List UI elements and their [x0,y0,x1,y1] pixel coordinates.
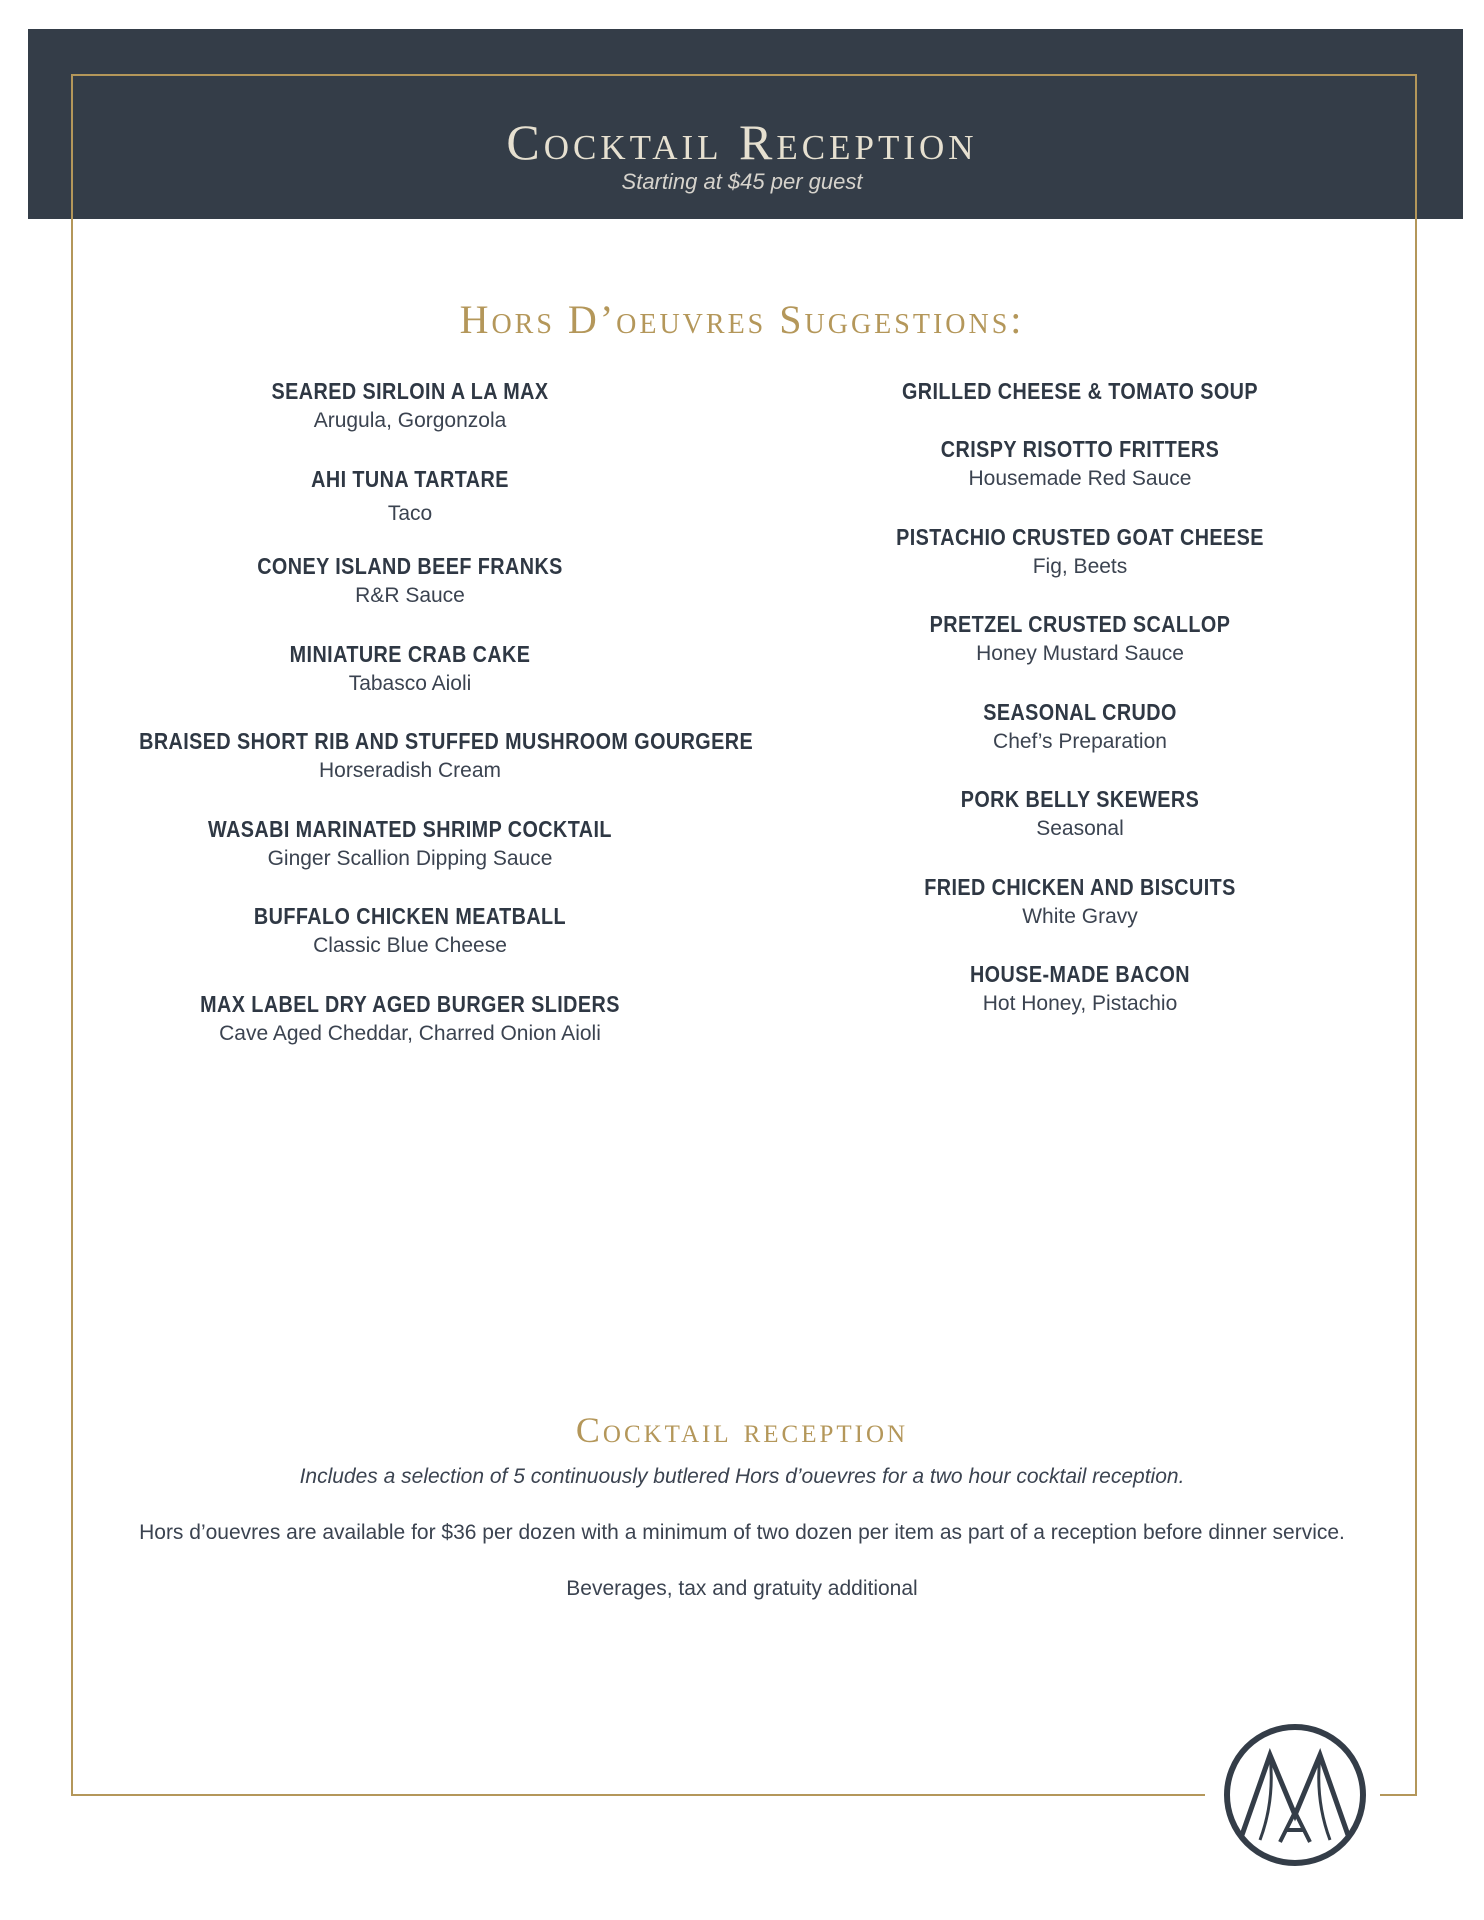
menu-item-desc: R&R Sauce [355,584,465,607]
menu-item-name: AHI TUNA TARTARE [311,465,509,492]
reception-additional-text: Beverages, tax and gratuity additional [566,1577,918,1600]
menu-item-desc: Hot Honey, Pistachio [982,992,1178,1015]
menu-item [760,434,1400,522]
menu-item-name: MAX LABEL DRY AGED BURGER SLIDERS [200,990,620,1017]
menu-item-desc: Taco [387,501,433,525]
menu-item-name: PISTACHIO CRUSTED GOAT CHEESE [896,523,1264,550]
menu-item-desc: Arugula, Gorgonzola [313,409,507,432]
menu-item-name: SEASONAL CRUDO [983,698,1177,725]
menu-item [760,959,1400,1047]
menu-item-desc: Seasonal [1036,817,1124,840]
menu-item-name: FRIED CHICKEN AND BISCUITS [924,873,1236,900]
menu-item-desc: Tabasco Aioli [348,671,472,695]
menu-item-desc: Horseradish Cream [318,759,502,782]
page-title: Cocktail Reception [506,114,978,170]
menu-item [760,376,1400,434]
menu-item-desc: Ginger Scallion Dipping Sauce [267,846,553,870]
monogram-logo-icon [1220,1720,1370,1870]
reception-pricing-text: Hors d’ouevres are available for $36 per dozen with a minimum of two dozen per item as part of a reception before dinner service. [139,1521,1345,1544]
menu-item-desc: Cave Aged Cheddar, Charred Onion Aioli [219,1021,601,1045]
menu-item [760,697,1400,785]
menu-item-desc: Chef’s Preparation [993,729,1167,753]
left-menu-column [95,376,754,1076]
menu-item-desc: Honey Mustard Sauce [976,642,1184,665]
menu-item-name: HOUSE-MADE BACON [969,961,1191,987]
menu-item [95,814,725,902]
reception-section-title: Cocktail reception [575,1410,909,1450]
right-menu-column [760,376,1400,1047]
menu-item-desc: Classic Blue Cheese [313,934,507,957]
menu-item [95,376,725,464]
reception-includes-text: Includes a selection of 5 continuously butlered Hors d’ouevres for a two hour cocktail reception. [299,1465,1185,1488]
menu-item-name: CRISPY RISOTTO FRITTERS [940,436,1220,462]
menu-item-name: CONEY ISLAND BEEF FRANKS [257,553,563,579]
menu-item [760,784,1400,872]
menu-item [95,901,725,989]
menu-item-name: WASABI MARINATED SHRIMP COCKTAIL [208,815,612,842]
menu-item [95,639,725,727]
menu-item-desc: Housemade Red Sauce [968,467,1192,490]
menu-item-name: PORK BELLY SKEWERS [960,786,1200,812]
hors-section-title: Hors D’oeuvres Suggestions: [459,297,1025,342]
menu-item [95,726,754,814]
menu-item-name: SEARED SIRLOIN A LA MAX [271,378,549,404]
menu-item [760,609,1400,697]
menu-item-desc: White Gravy [1022,904,1138,928]
menu-item-name: BUFFALO CHICKEN MEATBALL [253,903,567,929]
menu-item [760,522,1400,610]
menu-item-desc: Fig, Beets [1032,554,1128,578]
menu-item [760,872,1400,960]
menu-item [95,551,725,639]
menu-item-name: GRILLED CHEESE & TOMATO SOUP [901,378,1259,404]
menu-item [95,989,725,1077]
menu-item-name: PRETZEL CRUSTED SCALLOP [929,611,1231,637]
menu-item-name: MINIATURE CRAB CAKE [289,640,531,667]
page-subtitle: Starting at $45 per guest [621,169,863,194]
menu-item [95,464,725,552]
menu-item-name: BRAISED SHORT RIB AND STUFFED MUSHROOM GOURGERE [139,728,754,754]
